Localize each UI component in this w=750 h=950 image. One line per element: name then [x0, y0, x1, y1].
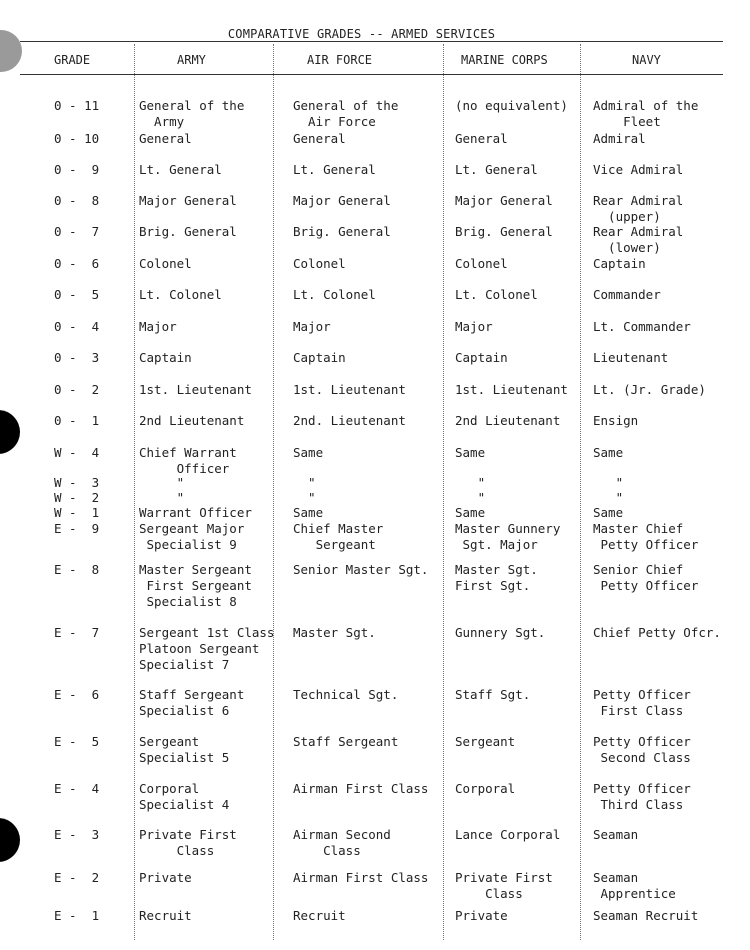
air-force-cell: 1st. Lieutenant [293, 382, 406, 397]
navy-cell: Rear Admiral (lower) [593, 224, 684, 255]
grade-cell: 0 - 6 [54, 256, 100, 271]
marine-corps-cell: Same [455, 445, 486, 460]
grade-cell: 0 - 11 [54, 98, 100, 113]
air-force-cell: 2nd. Lieutenant [293, 413, 406, 428]
air-force-cell: " [293, 475, 316, 490]
army-cell: 2nd Lieutenant [139, 413, 245, 428]
marine-corps-cell: Staff Sgt. [455, 687, 531, 702]
marine-corps-cell: Gunnery Sgt. [455, 625, 546, 640]
column-header-army: ARMY [177, 53, 206, 67]
air-force-cell: Lt. General [293, 162, 376, 177]
air-force-cell: General [293, 131, 346, 146]
air-force-cell: Master Sgt. [293, 625, 376, 640]
grade-cell: E - 7 [54, 625, 100, 640]
air-force-cell: Staff Sergeant [293, 734, 399, 749]
navy-cell: Senior Chief Petty Officer [593, 562, 699, 593]
column-divider [580, 44, 581, 940]
army-cell: General of the Army [139, 98, 245, 129]
column-header-navy: NAVY [632, 53, 661, 67]
air-force-cell: Airman First Class [293, 870, 429, 885]
navy-cell: Rear Admiral (upper) [593, 193, 684, 224]
column-divider [443, 44, 444, 940]
air-force-cell: Lt. Colonel [293, 287, 376, 302]
army-cell: " [139, 475, 185, 490]
air-force-cell: Brig. General [293, 224, 391, 239]
marine-corps-cell: Colonel [455, 256, 508, 271]
navy-cell: Petty Officer First Class [593, 687, 691, 718]
grade-cell: 0 - 3 [54, 350, 100, 365]
navy-cell: " [593, 475, 624, 490]
army-cell: Major General [139, 193, 237, 208]
navy-cell: Admiral of the Fleet [593, 98, 699, 129]
grade-cell: W - 4 [54, 445, 100, 460]
air-force-cell: " [293, 490, 316, 505]
grade-cell: 0 - 5 [54, 287, 100, 302]
marine-corps-cell: Lt. General [455, 162, 538, 177]
grade-cell: 0 - 8 [54, 193, 100, 208]
marine-corps-cell: Corporal [455, 781, 516, 796]
navy-cell: Captain [593, 256, 646, 271]
army-cell: Chief Warrant Officer [139, 445, 237, 476]
army-cell: Sergeant 1st Class Platoon Sergeant Specialist 7 [139, 625, 275, 672]
air-force-cell: Major General [293, 193, 391, 208]
marine-corps-cell: Same [455, 505, 486, 520]
air-force-cell: Technical Sgt. [293, 687, 399, 702]
marine-corps-cell: 2nd Lieutenant [455, 413, 561, 428]
air-force-cell: General of the Air Force [293, 98, 399, 129]
navy-cell: Petty Officer Second Class [593, 734, 691, 765]
column-divider [273, 44, 274, 940]
marine-corps-cell: 1st. Lieutenant [455, 382, 568, 397]
marine-corps-cell: Lance Corporal [455, 827, 561, 842]
grade-cell: 0 - 4 [54, 319, 100, 334]
navy-cell: Vice Admiral [593, 162, 684, 177]
army-cell: Corporal Specialist 4 [139, 781, 230, 812]
navy-cell: Master Chief Petty Officer [593, 521, 699, 552]
army-cell: Major [139, 319, 177, 334]
punch-hole [0, 410, 20, 454]
air-force-cell: Same [293, 445, 324, 460]
grade-cell: E - 9 [54, 521, 100, 536]
grade-cell: E - 4 [54, 781, 100, 796]
marine-corps-cell: Sergeant [455, 734, 516, 749]
marine-corps-cell: Master Gunnery Sgt. Major [455, 521, 561, 552]
navy-cell: " [593, 490, 624, 505]
punch-hole [0, 818, 20, 862]
army-cell: Warrant Officer [139, 505, 252, 520]
marine-corps-cell: Major [455, 319, 493, 334]
army-cell: Colonel [139, 256, 192, 271]
marine-corps-cell: " [455, 490, 486, 505]
air-force-cell: Captain [293, 350, 346, 365]
grade-cell: E - 1 [54, 908, 100, 923]
army-cell: General [139, 131, 192, 146]
marine-corps-cell: Captain [455, 350, 508, 365]
army-cell: Brig. General [139, 224, 237, 239]
air-force-cell: Senior Master Sgt. [293, 562, 429, 577]
marine-corps-cell: Private First Class [455, 870, 553, 901]
grade-cell: E - 8 [54, 562, 100, 577]
air-force-cell: Airman First Class [293, 781, 429, 796]
grade-cell: W - 3 [54, 475, 100, 490]
army-cell: Staff Sergeant Specialist 6 [139, 687, 245, 718]
army-cell: Private First Class [139, 827, 237, 858]
army-cell: Recruit [139, 908, 192, 923]
army-cell: " [139, 490, 185, 505]
air-force-cell: Recruit [293, 908, 346, 923]
navy-cell: Seaman Apprentice [593, 870, 676, 901]
navy-cell: Commander [593, 287, 661, 302]
grade-cell: E - 2 [54, 870, 100, 885]
header-bottom-rule [20, 74, 723, 75]
marine-corps-cell: Master Sgt. First Sgt. [455, 562, 538, 593]
navy-cell: Lt. (Jr. Grade) [593, 382, 706, 397]
grade-cell: 0 - 9 [54, 162, 100, 177]
header-top-rule [20, 41, 723, 42]
navy-cell: Admiral [593, 131, 646, 146]
page-title: COMPARATIVE GRADES -- ARMED SERVICES [227, 27, 496, 41]
army-cell: Master Sergeant First Sergeant Specialist 8 [139, 562, 252, 609]
marine-corps-cell: " [455, 475, 486, 490]
grade-cell: W - 2 [54, 490, 100, 505]
navy-cell: Same [593, 445, 624, 460]
grade-cell: 0 - 7 [54, 224, 100, 239]
navy-cell: Lieutenant [593, 350, 669, 365]
air-force-cell: Same [293, 505, 324, 520]
army-cell: Sergeant Major Specialist 9 [139, 521, 245, 552]
grade-cell: E - 5 [54, 734, 100, 749]
column-header-air-force: AIR FORCE [307, 53, 373, 67]
marine-corps-cell: Major General [455, 193, 553, 208]
grade-cell: E - 6 [54, 687, 100, 702]
army-cell: Sergeant Specialist 5 [139, 734, 230, 765]
column-header-marine-corps: MARINE CORPS [461, 53, 548, 67]
air-force-cell: Airman Second Class [293, 827, 391, 858]
navy-cell: Lt. Commander [593, 319, 691, 334]
air-force-cell: Major [293, 319, 331, 334]
marine-corps-cell: Brig. General [455, 224, 553, 239]
army-cell: 1st. Lieutenant [139, 382, 252, 397]
air-force-cell: Chief Master Sergeant [293, 521, 384, 552]
column-divider [134, 44, 135, 940]
air-force-cell: Colonel [293, 256, 346, 271]
army-cell: Captain [139, 350, 192, 365]
grade-cell: 0 - 2 [54, 382, 100, 397]
navy-cell: Ensign [593, 413, 639, 428]
grade-cell: 0 - 1 [54, 413, 100, 428]
army-cell: Lt. Colonel [139, 287, 222, 302]
army-cell: Private [139, 870, 192, 885]
marine-corps-cell: General [455, 131, 508, 146]
navy-cell: Chief Petty Ofcr. [593, 625, 721, 640]
grade-cell: E - 3 [54, 827, 100, 842]
marine-corps-cell: Lt. Colonel [455, 287, 538, 302]
navy-cell: Petty Officer Third Class [593, 781, 691, 812]
column-header-grade: GRADE [54, 53, 91, 67]
army-cell: Lt. General [139, 162, 222, 177]
marine-corps-cell: (no equivalent) [455, 98, 568, 113]
grade-cell: 0 - 10 [54, 131, 100, 146]
grade-cell: W - 1 [54, 505, 100, 520]
marine-corps-cell: Private [455, 908, 508, 923]
navy-cell: Seaman Recruit [593, 908, 699, 923]
navy-cell: Seaman [593, 827, 639, 842]
navy-cell: Same [593, 505, 624, 520]
